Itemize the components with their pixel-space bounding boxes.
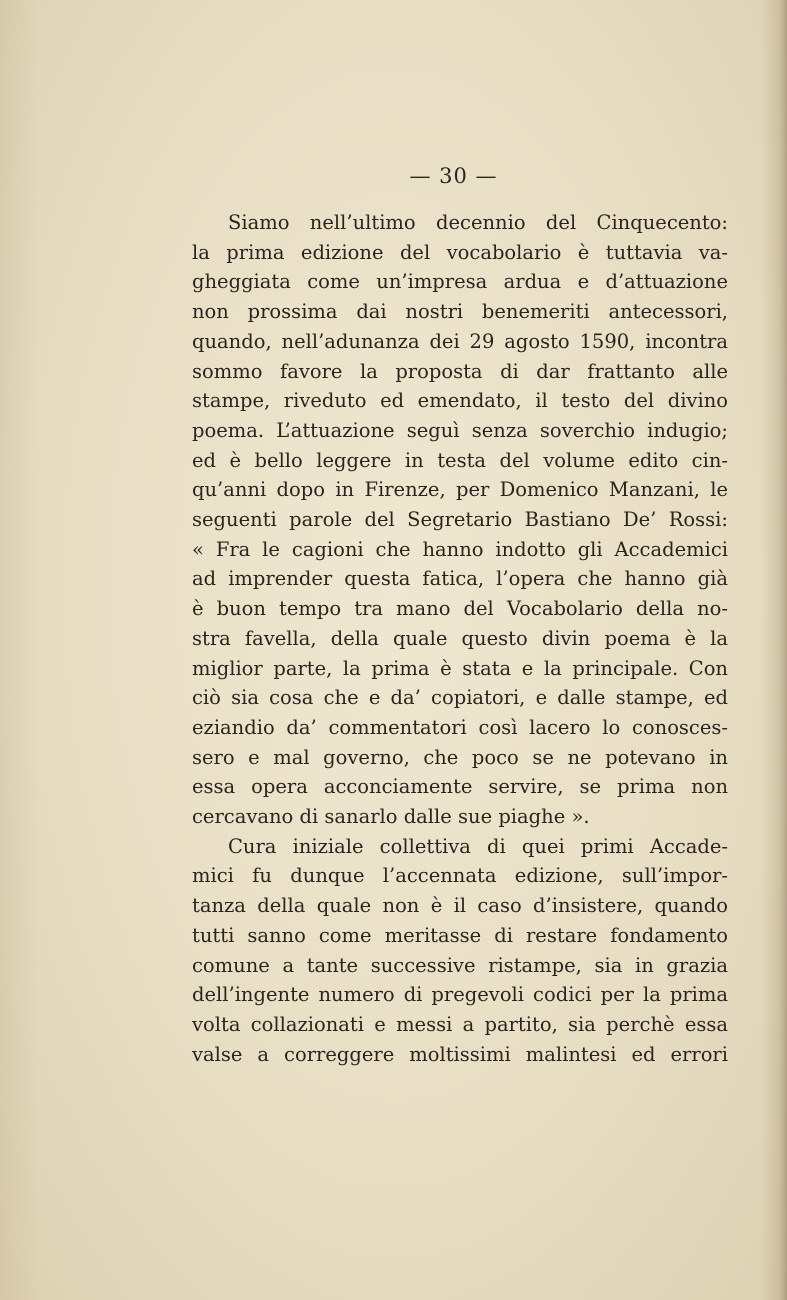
text-line: Cura iniziale collettiva di quei primi Accade- xyxy=(228,834,728,858)
text-line: stampe, riveduto ed emendato, il testo del divino xyxy=(192,389,728,413)
text-line: la prima edizione del vocabolario è tuttavia va- xyxy=(192,240,728,264)
text-line: dell’ingente numero di pregevoli codici per la prima xyxy=(192,983,728,1007)
text-line: tanza della quale non è il caso d’insistere, quando xyxy=(192,894,728,918)
text-line: tutti sanno come meritasse di restare fondamento xyxy=(192,923,728,947)
text-line: seguenti parole del Segretario Bastiano De’ Rossi: xyxy=(192,508,728,532)
text-line: sero e mal governo, che poco se ne potevano in xyxy=(192,745,728,769)
text-line: ed è bello leggere in testa del volume edito cin- xyxy=(192,448,728,472)
text-line: eziandio da’ commentatori così lacero lo conosces- xyxy=(192,715,728,739)
text-line: ad imprender questa fatica, l’opera che hanno già xyxy=(192,567,728,591)
text-line: non prossima dai nostri benemeriti antecessori, xyxy=(192,300,728,324)
text-line: gheggiata come un’impresa ardua e d’attuazione xyxy=(192,270,728,294)
text-line: Siamo nell’ultimo decennio del Cinquecento: xyxy=(228,211,728,234)
text-line: essa opera acconciamente servire, se prima non xyxy=(192,775,728,799)
text-line: stra favella, della quale questo divin poema è la xyxy=(192,626,728,650)
body-text xyxy=(192,208,728,1069)
text-line: miglior parte, la prima è stata e la principale. Con xyxy=(192,656,728,680)
text-line: comune a tante successive ristampe, sia in grazia xyxy=(192,953,728,977)
text-line: valse a correggere moltissimi malintesi ed errori xyxy=(192,1042,728,1066)
text-line: volta collazionati e messi a partito, sia perchè essa xyxy=(192,1012,728,1036)
text-line: mici fu dunque l’accennata edizione, sull’impor- xyxy=(192,864,728,888)
text-line: poema. L’attuazione seguì senza soverchio indugio; xyxy=(192,418,728,442)
text-line: ciò sia cosa che e da’ copiatori, e dalle stampe, ed xyxy=(192,686,728,710)
text-line: sommo favore la proposta di dar frattanto alle xyxy=(192,359,728,383)
text-line: qu’anni dopo in Firenze, per Domenico Manzani, le xyxy=(192,478,728,502)
text-line: « Fra le cagioni che hanno indotto gli Accademici xyxy=(192,537,728,561)
text-line: quando, nell’adunanza dei 29 agosto 1590, incontra xyxy=(192,329,728,353)
page-number: — 30 — xyxy=(409,164,498,188)
text-line: è buon tempo tra mano del Vocabolario della no- xyxy=(192,597,728,621)
text-line: cercavano di sanarlo dalle sue piaghe ». xyxy=(192,805,590,829)
